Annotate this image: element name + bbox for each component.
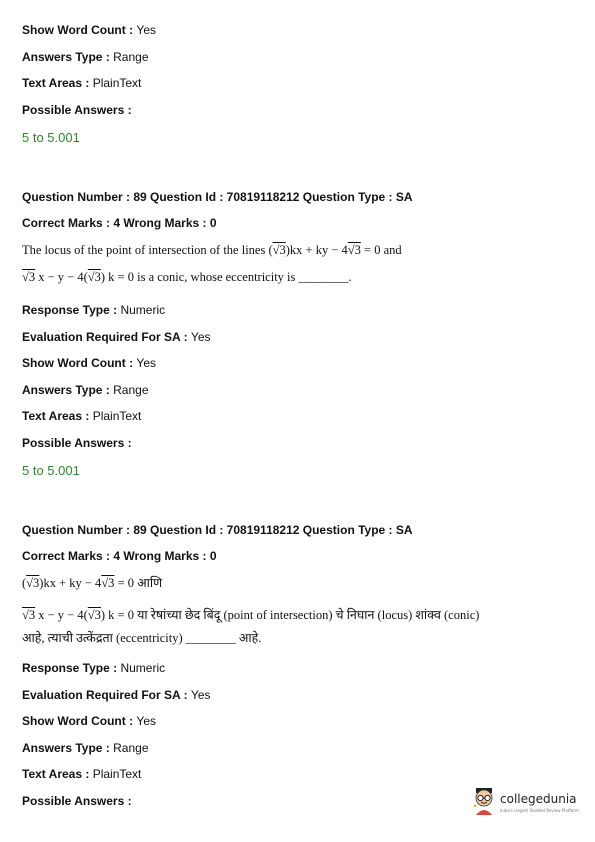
show-word-count-row: Show Word Count : Yes [22,356,156,370]
question-text-line-2: √3 x − y − 4(√3) k = 0 is a conic, whose eccentricity is ________. [22,270,352,284]
evaluation-required-row: Evaluation Required For SA : Yes [22,330,211,344]
question-header: Question Number : 89 Question Id : 70819118212 Question Type : SA [22,190,413,204]
evaluation-required-row: Evaluation Required For SA : Yes [22,688,211,702]
logo-name: collegedunia [500,792,577,806]
answers-type-row: Answers Type : Range [22,741,149,755]
collegedunia-logo [470,786,580,820]
logo-tagline: India's largest Student Review Platform [500,808,579,813]
show-word-count-row: Show Word Count : Yes [22,23,156,37]
response-type-row: Response Type : Numeric [22,661,166,675]
answers-type-row: Answers Type : Range [22,383,149,397]
show-word-count-row: Show Word Count : Yes [22,714,156,728]
possible-answer-value: 5 to 5.001 [22,130,80,145]
question-text-line-1: The locus of the point of intersection of the lines (√3)kx + ky − 4√3 = 0 and [22,243,402,257]
mascot-icon [470,786,498,816]
text-areas-row: Text Areas : PlainText [22,409,142,423]
question-header: Question Number : 89 Question Id : 70819118212 Question Type : SA [22,523,413,537]
possible-answers-label: Possible Answers : [22,436,132,450]
answers-type-row: Answers Type : Range [22,50,149,64]
question-marks: Correct Marks : 4 Wrong Marks : 0 [22,549,217,563]
possible-answers-label: Possible Answers : [22,794,132,808]
response-type-row: Response Type : Numeric [22,303,166,317]
question-text-line-2: √3 x − y − 4(√3) k = 0 या रेषांच्या छेद बिंदू (point of intersection) चे निघान (locus) शांक्व (conic) [22,608,480,622]
question-marks: Correct Marks : 4 Wrong Marks : 0 [22,216,217,230]
text-areas-row: Text Areas : PlainText [22,767,142,781]
possible-answer-value: 5 to 5.001 [22,463,80,478]
text-areas-row: Text Areas : PlainText [22,76,142,90]
question-text-line-3: आहे, त्याची उत्केंद्रता (eccentricity) ________ आहे. [22,631,262,645]
question-text-line-1: (√3)kx + ky − 4√3 = 0 आणि [22,576,163,590]
possible-answers-label: Possible Answers : [22,103,132,117]
